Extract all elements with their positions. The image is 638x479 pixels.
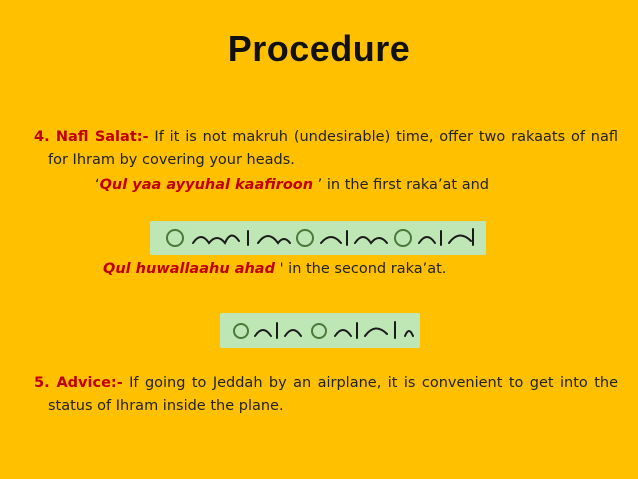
- first-rakat-text: ’ in the first raka’at and: [313, 177, 490, 193]
- first-rakat-line: [95, 177, 489, 193]
- verse-ikhlas-image: [220, 313, 420, 348]
- arabic-calligraphy-icon: [153, 223, 483, 253]
- second-rakat-line: [103, 261, 446, 277]
- second-rakat-text: ' in the second raka’at.: [274, 261, 447, 277]
- verse-kaafiroon-image: [150, 221, 486, 255]
- page-title: Procedure: [227, 28, 411, 69]
- item-nafl-salat: [34, 126, 618, 172]
- item-advice-lead: 5. Advice:-: [34, 375, 123, 391]
- surah-kaafiroon-name: Qul yaa ayyuhal kaafiroon: [99, 177, 314, 193]
- item-advice-text: If going to Jeddah by an airplane, it is convenient to get into the status of Ihram inside the plane.: [48, 375, 618, 414]
- item-nafl-salat-lead: 4. Nafl Salat:-: [34, 129, 149, 145]
- open-quote: ‘: [95, 177, 100, 193]
- item-nafl-salat-text: If it is not makruh (undesirable) time, offer two rakaats of nafl for Ihram by covering your heads.: [48, 129, 619, 168]
- item-advice: [34, 372, 618, 418]
- arabic-calligraphy-icon: [223, 316, 417, 346]
- surah-ikhlas-name: Qul huwallaahu ahad: [103, 261, 275, 277]
